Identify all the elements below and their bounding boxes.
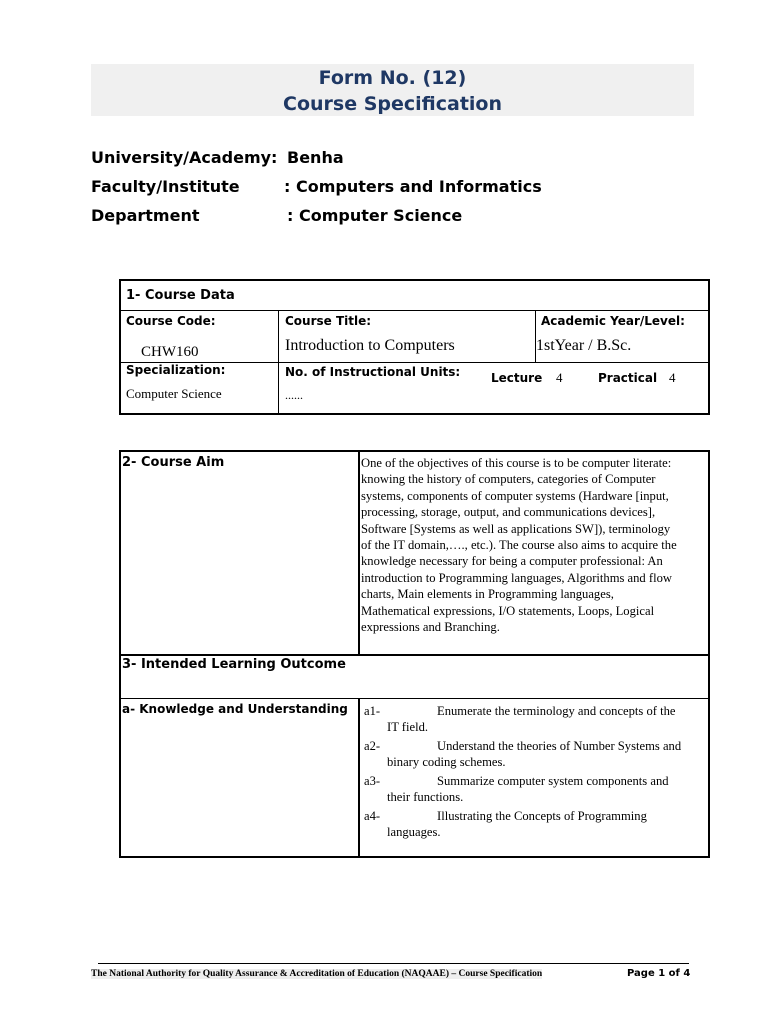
faculty-label: Faculty/Institute xyxy=(91,177,240,196)
outcome-text-cont: IT field. xyxy=(387,720,429,734)
divider xyxy=(120,654,709,656)
aim-line: systems, components of computer systems (Hardware [input, xyxy=(361,488,669,503)
department-value: : Computer Science xyxy=(287,206,463,225)
department-label: Department xyxy=(91,206,200,225)
outcome-code: a2- xyxy=(364,739,381,753)
aim-line: Software [Systems as well as applications SW]), terminology xyxy=(361,521,671,536)
lecture-label: Lecture xyxy=(491,371,543,385)
university-label: University/Academy: xyxy=(91,148,278,167)
list-item xyxy=(364,808,709,843)
aim-line: One of the objectives of this course is to be computer literate: xyxy=(361,456,672,470)
aim-line: processing, storage, output, and communications devices], xyxy=(361,505,656,520)
course-code-value: CHW160 xyxy=(141,344,199,360)
outcome-code: a3- xyxy=(364,774,381,788)
list-item xyxy=(364,703,709,738)
form-title-band xyxy=(91,64,694,116)
lecture-value: 4 xyxy=(556,370,563,385)
divider xyxy=(358,451,360,655)
instructional-units-value: ...... xyxy=(285,388,303,402)
outcome-text: Summarize computer system components and xyxy=(437,774,669,788)
outcome-text-cont: binary coding schemes. xyxy=(387,755,506,769)
form-title: Course Specification xyxy=(283,93,502,115)
knowledge-understanding-label: a- Knowledge and Understanding xyxy=(122,702,348,716)
aim-line: expressions and Branching. xyxy=(361,620,500,635)
outcome-code: a4- xyxy=(364,809,381,823)
course-aim-text xyxy=(361,455,711,635)
academic-year-value: 1stYear / B.Sc. xyxy=(536,337,632,354)
faculty-value: : Computers and Informatics xyxy=(284,177,542,196)
form-number: Form No. (12) xyxy=(318,67,467,89)
course-title-value: Introduction to Computers xyxy=(285,337,455,354)
aim-line: charts, Main elements in Programming languages, xyxy=(361,587,614,602)
aim-line: Mathematical expressions, I/O statements, Loops, Logical xyxy=(361,603,655,618)
practical-value: 4 xyxy=(669,370,676,385)
course-code-label: Course Code: xyxy=(126,314,216,328)
aim-line: introduction to Programming languages, Algorithms and flow xyxy=(361,570,672,585)
outcome-text: Illustrating the Concepts of Programming xyxy=(437,809,647,823)
divider xyxy=(358,698,360,857)
course-aim-label: 2- Course Aim xyxy=(122,455,225,470)
university-value: Benha xyxy=(287,148,344,167)
outcome-text-cont: languages. xyxy=(387,825,441,839)
practical-label: Practical xyxy=(598,371,658,385)
outcome-text: Enumerate the terminology and concepts of the xyxy=(437,704,676,718)
divider xyxy=(120,310,709,311)
specialization-label: Specialization: xyxy=(126,363,226,377)
divider xyxy=(278,310,279,414)
knowledge-outcomes-list xyxy=(364,703,709,843)
list-item xyxy=(364,738,709,773)
outcome-code: a1- xyxy=(364,704,381,718)
ilo-label: 3- Intended Learning Outcome xyxy=(122,657,346,672)
aim-line: knowing the history of computers, categories of Computer xyxy=(361,472,656,487)
academic-year-label: Academic Year/Level: xyxy=(541,314,685,328)
course-title-label: Course Title: xyxy=(285,314,372,328)
list-item xyxy=(364,773,709,808)
aim-line: of the IT domain,…., etc.). The course also aims to acquire the xyxy=(361,538,677,553)
outcome-text: Understand the theories of Number Systems and xyxy=(437,739,682,753)
course-data-section-title: 1- Course Data xyxy=(126,288,235,303)
footer-text: The National Authority for Quality Assurance & Accreditation of Education (NAQAAE) – Course Specification xyxy=(91,969,543,979)
footer-rule xyxy=(98,963,689,964)
divider xyxy=(120,698,709,699)
instructional-units-label: No. of Instructional Units: xyxy=(285,365,461,379)
page-number: Page 1 of 4 xyxy=(627,968,691,979)
aim-line: knowledge necessary for being a computer professional: An xyxy=(361,554,663,569)
specialization-value: Computer Science xyxy=(126,386,222,401)
outcome-text-cont: their functions. xyxy=(387,790,464,804)
